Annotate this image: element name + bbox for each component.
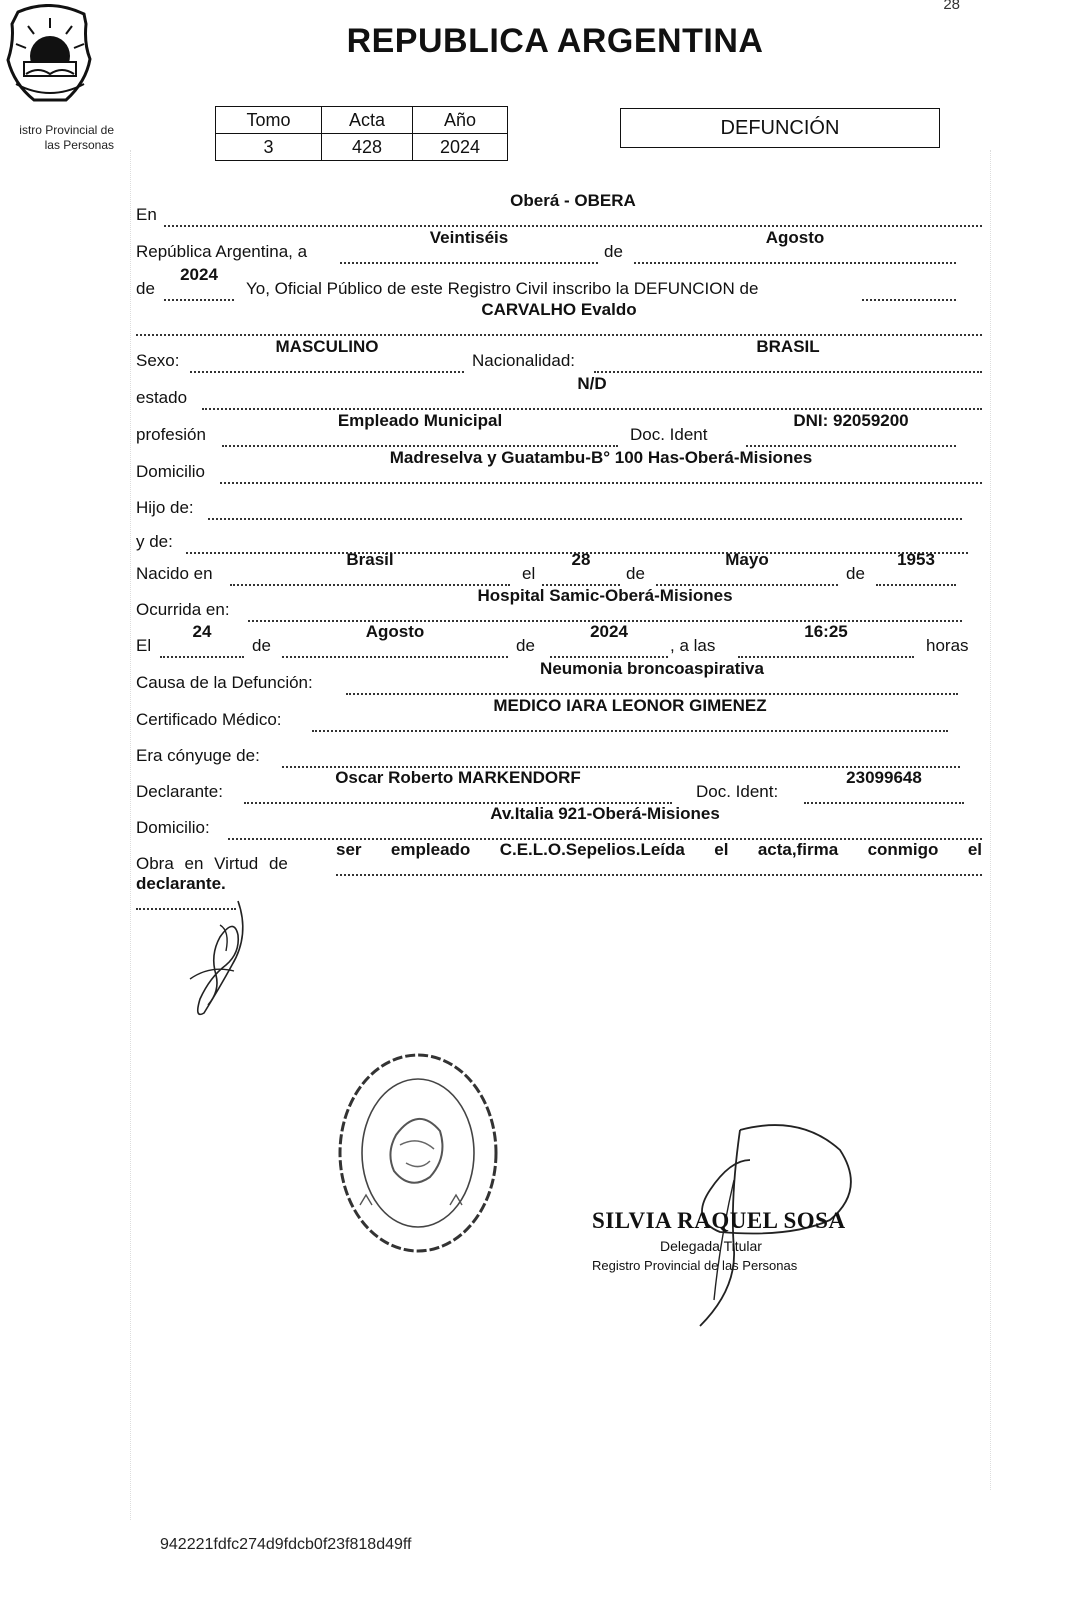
field-sex bbox=[190, 337, 464, 373]
value-cause: Neumonia broncoaspirativa bbox=[540, 659, 764, 678]
line-address bbox=[136, 448, 982, 484]
field-child-of bbox=[208, 494, 962, 520]
value-acta: 428 bbox=[322, 134, 413, 161]
line-and-of bbox=[136, 524, 968, 554]
line-deceased-name bbox=[136, 300, 982, 336]
label-El: El bbox=[136, 636, 152, 655]
value-deceased-name: CARVALHO Evaldo bbox=[481, 300, 637, 319]
header-anio: Año bbox=[413, 107, 508, 134]
official-role: Delegada Titular bbox=[660, 1238, 762, 1254]
value-declarant: Oscar Roberto MARKENDORF bbox=[335, 768, 581, 787]
registry-name-line1: istro Provincial de bbox=[19, 123, 114, 137]
declarant-signature bbox=[180, 895, 260, 1025]
left-margin-rule bbox=[130, 150, 131, 1520]
label-born: Nacido en bbox=[136, 564, 213, 583]
label-doc: Doc. Ident bbox=[630, 425, 708, 444]
record-type-box: DEFUNCIÓN bbox=[620, 108, 940, 148]
label-profession: profesión bbox=[136, 425, 206, 444]
field-birth-year bbox=[876, 550, 956, 586]
line-en bbox=[136, 191, 982, 227]
field-declarant-doc bbox=[804, 768, 964, 804]
line-certificate bbox=[136, 696, 948, 732]
value-death-month: Agosto bbox=[365, 622, 425, 641]
value-birth-year: 1953 bbox=[897, 550, 935, 569]
label-occurred: Ocurrida en: bbox=[136, 600, 230, 619]
label-basis: Obra en Virtud de bbox=[136, 854, 288, 873]
header-tomo: Tomo bbox=[216, 107, 322, 134]
line-declarant bbox=[136, 768, 964, 804]
header-acta: Acta bbox=[322, 107, 413, 134]
field-deceased-name bbox=[136, 300, 982, 336]
official-org: Registro Provincial de las Personas bbox=[592, 1258, 798, 1273]
field-declarant bbox=[244, 768, 672, 804]
field-certificate bbox=[312, 696, 948, 732]
document-hash: 942221fdfc274d9fdcb0f23f818d49ff bbox=[160, 1536, 412, 1553]
value-tomo: 3 bbox=[216, 134, 322, 161]
field-basis bbox=[336, 840, 982, 876]
value-civil-status: N/D bbox=[577, 374, 607, 393]
document-title: REPUBLICA ARGENTINA bbox=[346, 22, 764, 60]
page-number: 28 bbox=[943, 0, 960, 13]
value-place: Oberá - OBERA bbox=[510, 191, 636, 210]
field-birth-month bbox=[656, 550, 838, 586]
official-stamp bbox=[330, 1045, 506, 1260]
label-address: Domicilio bbox=[136, 462, 205, 481]
right-margin-rule bbox=[990, 150, 991, 1490]
label-nationality: Nacionalidad: bbox=[472, 351, 576, 370]
value-nationality: BRASIL bbox=[756, 337, 820, 356]
value-death-time: 16:25 bbox=[804, 622, 848, 641]
field-death-place bbox=[248, 586, 962, 622]
line-year-statement bbox=[136, 265, 956, 301]
field-death-day bbox=[160, 622, 244, 658]
record-table bbox=[215, 106, 508, 161]
value-year: 2024 bbox=[180, 265, 218, 284]
value-doc: DNI: 92059200 bbox=[793, 411, 909, 430]
field-nationality bbox=[594, 337, 982, 373]
field-doc bbox=[746, 411, 956, 447]
registry-name-line2: las Personas bbox=[44, 138, 114, 152]
field-year bbox=[164, 265, 234, 301]
field-cause bbox=[346, 659, 958, 695]
label-spouse: Era cónyuge de: bbox=[136, 746, 260, 765]
label-de: de bbox=[604, 242, 623, 261]
value-declarant-doc: 23099648 bbox=[846, 768, 922, 787]
value-death-day: 24 bbox=[192, 622, 212, 641]
field-place bbox=[164, 191, 982, 227]
label-declarant-address: Domicilio: bbox=[136, 818, 210, 837]
label-de-birth-month: de bbox=[626, 564, 645, 583]
label-certificate: Certificado Médico: bbox=[136, 710, 282, 729]
value-day-words: Veintiséis bbox=[429, 228, 509, 247]
line-sex-nationality bbox=[136, 337, 982, 373]
label-child-of: Hijo de: bbox=[136, 498, 194, 517]
registry-name bbox=[0, 123, 114, 153]
statement-text: Yo, Oficial Público de este Registro Civil inscribo la DEFUNCION de bbox=[246, 279, 759, 298]
label-hours: horas bbox=[926, 636, 969, 655]
value-sex: MASCULINO bbox=[275, 337, 379, 356]
label-en: En bbox=[136, 205, 157, 224]
label-declarant-doc: Doc. Ident: bbox=[696, 782, 779, 801]
field-statement-tail bbox=[862, 275, 956, 301]
value-birth-month: Mayo bbox=[725, 550, 769, 569]
label-republic: República Argentina, a bbox=[136, 242, 308, 261]
line-death-date bbox=[136, 622, 972, 658]
value-basis-cont: declarante. bbox=[136, 874, 226, 893]
label-at: , a las bbox=[670, 636, 716, 655]
label-el: el bbox=[522, 564, 536, 583]
field-birth-place bbox=[230, 550, 510, 586]
value-month: Agosto bbox=[765, 228, 825, 247]
field-spouse bbox=[282, 742, 960, 768]
value-basis: ser empleado C.E.L.O.Sepelios.Leída el acta,firma conmigo el bbox=[336, 840, 982, 859]
label-de-death-month: de bbox=[252, 636, 271, 655]
line-republic bbox=[136, 228, 956, 264]
value-death-place: Hospital Samic-Oberá-Misiones bbox=[477, 586, 733, 605]
label-sex: Sexo: bbox=[136, 351, 180, 370]
value-address: Madreselva y Guatambu-B° 100 Has-Oberá-Misiones bbox=[389, 448, 813, 467]
field-death-time bbox=[738, 622, 914, 658]
label-cause: Causa de la Defunción: bbox=[136, 673, 313, 692]
label-declarant: Declarante: bbox=[136, 782, 223, 801]
field-declarant-address bbox=[228, 804, 982, 840]
label-and-of: y de: bbox=[136, 532, 173, 551]
value-anio: 2024 bbox=[413, 134, 508, 161]
value-profession: Empleado Municipal bbox=[337, 411, 503, 430]
value-birth-day: 28 bbox=[571, 550, 591, 569]
line-spouse bbox=[136, 738, 960, 768]
field-death-year bbox=[550, 622, 668, 658]
line-occurred bbox=[136, 586, 962, 622]
line-declarant-address bbox=[136, 804, 982, 840]
line-cause bbox=[136, 659, 958, 695]
field-birth-day bbox=[542, 550, 620, 586]
field-death-month bbox=[282, 622, 508, 658]
line-birth bbox=[136, 550, 956, 586]
value-birth-place: Brasil bbox=[346, 550, 394, 569]
line-child-of bbox=[136, 490, 962, 520]
record-table-header-row bbox=[216, 107, 508, 134]
value-declarant-address: Av.Italia 921-Oberá-Misiones bbox=[490, 804, 720, 823]
line-basis bbox=[136, 840, 982, 876]
official-name: SILVIA RAQUEL SOSA bbox=[592, 1208, 846, 1233]
value-certificate: MEDICO IARA LEONOR GIMENEZ bbox=[493, 696, 767, 715]
label-de-year: de bbox=[136, 279, 155, 298]
field-profession bbox=[222, 411, 618, 447]
label-de-death-year: de bbox=[516, 636, 535, 655]
field-day-words bbox=[340, 228, 598, 264]
record-table-value-row bbox=[216, 134, 508, 161]
field-civil-status bbox=[202, 374, 982, 410]
line-profession-doc bbox=[136, 411, 956, 447]
field-address bbox=[220, 448, 982, 484]
field-month bbox=[634, 228, 956, 264]
line-civil-status bbox=[136, 374, 982, 410]
value-death-year: 2024 bbox=[590, 622, 628, 641]
label-de-birth-year: de bbox=[846, 564, 865, 583]
label-civil-status: estado bbox=[136, 388, 188, 407]
